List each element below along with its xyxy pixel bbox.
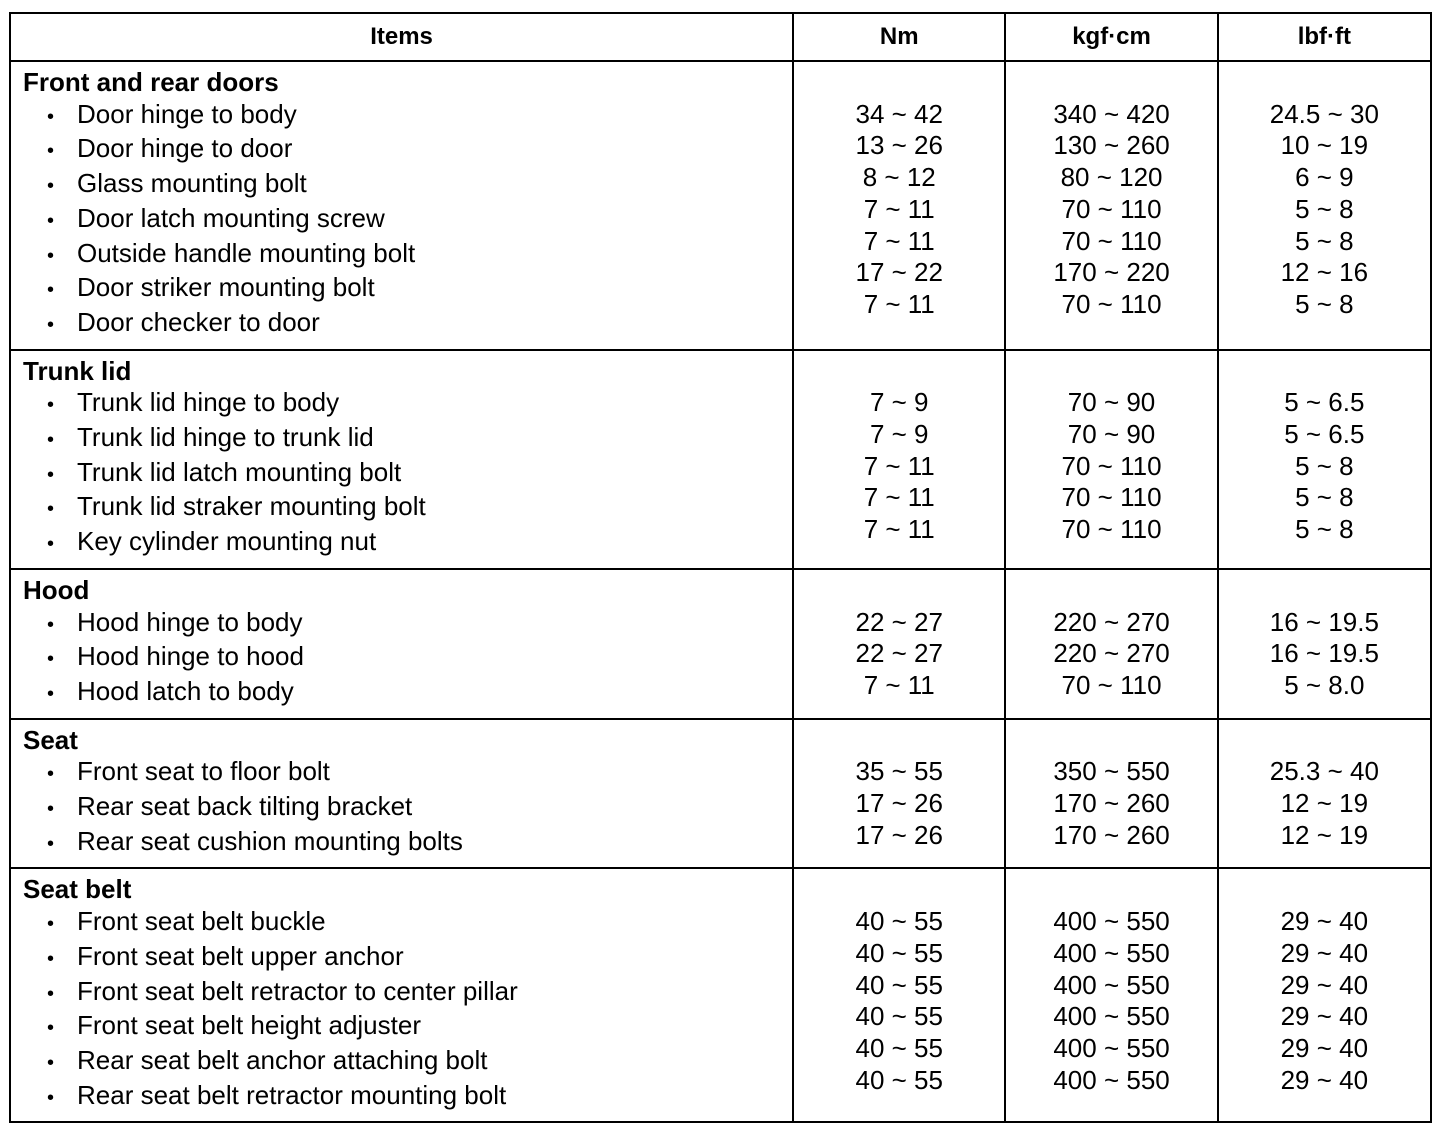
kgf-cm-value: 70 ~ 110 (1061, 193, 1162, 224)
items-cell (10, 719, 793, 869)
spacer (1006, 67, 1216, 99)
item-label: Front seat belt retractor to center pillar (77, 975, 518, 1006)
kgf-cm-value: 70 ~ 90 (1067, 419, 1156, 450)
lbf-ft-value: 29 ~ 40 (1280, 1032, 1369, 1063)
lbf-ft-value: 24.5 ~ 30 (1269, 98, 1379, 129)
spacer (794, 725, 1004, 757)
nm-value: 13 ~ 26 (855, 130, 943, 161)
lbf-ft-value: 5 ~ 8.0 (1284, 669, 1365, 700)
item-label: Glass mounting bolt (77, 168, 307, 199)
bullet-icon: • (47, 1086, 55, 1109)
nm-value: 7 ~ 11 (863, 669, 935, 700)
item-label: Rear seat back tilting bracket (77, 791, 413, 822)
kgf-cm-value: 400 ~ 550 (1053, 1001, 1170, 1032)
kgf-cm-value: 400 ~ 550 (1053, 1064, 1170, 1095)
lbf-ft-value: 12 ~ 19 (1280, 788, 1369, 819)
list-item (11, 791, 792, 826)
nm-value: 7 ~ 11 (863, 225, 935, 256)
lbf-ft-value: 10 ~ 19 (1280, 130, 1369, 161)
lbf-ft-value: 25.3 ~ 40 (1269, 756, 1379, 787)
nm-value: 40 ~ 55 (855, 1032, 943, 1063)
lbf-ft-cell (1218, 61, 1431, 350)
lbf-ft-cell (1218, 719, 1431, 869)
item-label: Rear seat belt retractor mounting bolt (77, 1079, 507, 1110)
lbf-ft-cell (1218, 569, 1431, 719)
spacer (1219, 874, 1430, 906)
item-label: Trunk lid hinge to body (77, 387, 340, 418)
nm-value: 7 ~ 9 (869, 387, 929, 418)
item-label: Door hinge to door (77, 133, 293, 164)
nm-cell (793, 868, 1005, 1122)
torque-spec-table (9, 12, 1432, 1123)
spacer (1006, 874, 1216, 906)
items-cell (10, 350, 793, 569)
lbf-ft-value: 12 ~ 19 (1280, 819, 1369, 850)
spacer (794, 356, 1004, 388)
kgf-cm-value: 170 ~ 260 (1053, 788, 1170, 819)
group-title: Seat (23, 724, 78, 755)
list-item (11, 676, 792, 711)
list-item (11, 941, 792, 976)
kgf-cm-value: 400 ~ 550 (1053, 906, 1170, 937)
kgf-cm-value: 170 ~ 220 (1053, 257, 1170, 288)
nm-value: 7 ~ 9 (869, 419, 929, 450)
nm-cell (793, 61, 1005, 350)
spacer (794, 874, 1004, 906)
list-item (11, 133, 792, 168)
kgf-cm-value: 70 ~ 110 (1061, 450, 1162, 481)
nm-value: 7 ~ 11 (863, 482, 935, 513)
nm-value: 22 ~ 27 (855, 606, 943, 637)
list-item (11, 203, 792, 238)
nm-cell (793, 719, 1005, 869)
bullet-icon: • (47, 244, 55, 267)
lbf-ft-value: 5 ~ 8 (1295, 450, 1354, 481)
kgf-cm-value: 80 ~ 120 (1060, 162, 1163, 193)
item-label: Key cylinder mounting nut (77, 526, 377, 557)
group-title: Seat belt (23, 874, 132, 905)
item-label: Front seat belt buckle (77, 906, 326, 937)
list-item (11, 641, 792, 676)
bullet-icon: • (47, 533, 55, 556)
nm-value: 34 ~ 42 (855, 98, 943, 129)
nm-value: 40 ~ 55 (855, 1064, 943, 1095)
nm-value: 40 ~ 55 (855, 1001, 943, 1032)
list-item (11, 826, 792, 861)
nm-value: 8 ~ 12 (862, 162, 936, 193)
kgf-cm-value: 70 ~ 110 (1061, 482, 1162, 513)
item-label: Rear seat belt anchor attaching bolt (77, 1044, 488, 1075)
item-label: Trunk lid hinge to trunk lid (77, 422, 374, 453)
bullet-icon: • (47, 140, 55, 163)
kgf-cm-value: 400 ~ 550 (1053, 1032, 1170, 1063)
lbf-ft-value: 5 ~ 6.5 (1284, 387, 1365, 418)
bullet-icon: • (47, 682, 55, 705)
bullet-icon: • (47, 105, 55, 128)
list-item (11, 422, 792, 457)
item-label: Trunk lid straker mounting bolt (77, 491, 426, 522)
kgf-cm-value: 220 ~ 270 (1053, 606, 1170, 637)
items-cell (10, 868, 793, 1122)
kgf-cm-value: 340 ~ 420 (1053, 98, 1170, 129)
bullet-icon: • (47, 763, 55, 786)
bullet-icon: • (47, 498, 55, 521)
group-title: Front and rear doors (23, 67, 279, 97)
lbf-ft-value: 5 ~ 8 (1295, 288, 1354, 319)
nm-value: 7 ~ 11 (863, 450, 935, 481)
group-row (10, 868, 1431, 1122)
kgf-cm-value: 170 ~ 260 (1053, 819, 1170, 850)
bullet-icon: • (47, 175, 55, 198)
bullet-icon: • (47, 209, 55, 232)
lbf-ft-value: 5 ~ 8 (1295, 193, 1354, 224)
nm-value: 17 ~ 26 (855, 788, 943, 819)
group-title: Trunk lid (23, 355, 132, 386)
item-label: Front seat to floor bolt (77, 756, 330, 787)
kgf-cm-value: 400 ~ 550 (1053, 937, 1170, 968)
kgf-cm-value: 70 ~ 110 (1061, 288, 1162, 319)
list-item (11, 272, 792, 307)
list-item (11, 1080, 792, 1115)
bullet-icon: • (47, 613, 55, 636)
list-item (11, 491, 792, 526)
item-label: Front seat belt height adjuster (77, 1010, 421, 1041)
list-item (11, 906, 792, 941)
kgf-cm-cell (1005, 350, 1217, 569)
nm-value: 22 ~ 27 (855, 638, 943, 669)
kgf-cm-value: 350 ~ 550 (1053, 756, 1170, 787)
list-item (11, 976, 792, 1011)
group-row (10, 350, 1431, 569)
bullet-icon: • (47, 1051, 55, 1074)
item-label: Hood hinge to body (77, 606, 303, 637)
kgf-cm-value: 130 ~ 260 (1053, 130, 1170, 161)
kgf-cm-cell (1005, 569, 1217, 719)
bullet-icon: • (47, 913, 55, 936)
nm-value: 40 ~ 55 (855, 937, 943, 968)
nm-value: 7 ~ 11 (863, 288, 935, 319)
bullet-icon: • (47, 463, 55, 486)
lbf-ft-value: 29 ~ 40 (1280, 906, 1369, 937)
kgf-cm-value: 70 ~ 110 (1061, 225, 1162, 256)
header-kgf-cm: kgf·cm (1005, 13, 1217, 61)
lbf-ft-cell (1218, 350, 1431, 569)
lbf-ft-value: 29 ~ 40 (1280, 1064, 1369, 1095)
lbf-ft-value: 12 ~ 16 (1280, 257, 1369, 288)
spacer (794, 67, 1004, 99)
lbf-ft-value: 16 ~ 19.5 (1269, 606, 1379, 637)
bullet-icon: • (47, 982, 55, 1005)
bullet-icon: • (47, 429, 55, 452)
bullet-icon: • (47, 1017, 55, 1040)
lbf-ft-value: 5 ~ 8 (1295, 482, 1354, 513)
list-item (11, 607, 792, 642)
kgf-cm-value: 400 ~ 550 (1053, 969, 1170, 1000)
spacer (794, 575, 1004, 607)
header-lbf-ft: lbf·ft (1218, 13, 1431, 61)
list-item (11, 526, 792, 561)
item-label: Rear seat cushion mounting bolts (77, 825, 463, 856)
lbf-ft-value: 5 ~ 8 (1295, 225, 1354, 256)
list-item (11, 168, 792, 203)
spacer (1219, 725, 1430, 757)
kgf-cm-cell (1005, 61, 1217, 350)
list-item (11, 238, 792, 273)
list-item (11, 1010, 792, 1045)
bullet-icon: • (47, 947, 55, 970)
header-items: Items (10, 13, 793, 61)
list-item (11, 1045, 792, 1080)
list-item (11, 457, 792, 492)
item-label: Door checker to door (77, 306, 320, 337)
item-label: Door hinge to body (77, 98, 297, 129)
kgf-cm-value: 70 ~ 90 (1067, 387, 1156, 418)
spacer (1006, 356, 1216, 388)
lbf-ft-value: 5 ~ 8 (1295, 514, 1354, 545)
lbf-ft-value: 29 ~ 40 (1280, 937, 1369, 968)
bullet-icon: • (47, 279, 55, 302)
bullet-icon: • (47, 832, 55, 855)
item-label: Hood hinge to hood (77, 641, 304, 672)
lbf-ft-value: 16 ~ 19.5 (1269, 638, 1379, 669)
lbf-ft-value: 29 ~ 40 (1280, 969, 1369, 1000)
group-row (10, 719, 1431, 869)
group-row (10, 569, 1431, 719)
kgf-cm-value: 220 ~ 270 (1053, 638, 1170, 669)
list-item (11, 756, 792, 791)
nm-value: 17 ~ 26 (855, 819, 943, 850)
item-label: Hood latch to body (77, 675, 294, 706)
nm-value: 7 ~ 11 (863, 514, 935, 545)
bullet-icon: • (47, 648, 55, 671)
kgf-cm-cell (1005, 719, 1217, 869)
item-label: Trunk lid latch mounting bolt (77, 456, 402, 487)
spacer (1006, 575, 1216, 607)
list-item (11, 307, 792, 342)
kgf-cm-cell (1005, 868, 1217, 1122)
spacer (1219, 67, 1430, 99)
nm-value: 35 ~ 55 (855, 756, 943, 787)
spacer (1219, 575, 1430, 607)
kgf-cm-value: 70 ~ 110 (1061, 669, 1162, 700)
spacer (1006, 725, 1216, 757)
kgf-cm-value: 70 ~ 110 (1061, 514, 1162, 545)
nm-value: 7 ~ 11 (863, 193, 935, 224)
item-label: Outside handle mounting bolt (77, 237, 416, 268)
items-cell (10, 61, 793, 350)
header-nm: Nm (793, 13, 1005, 61)
bullet-icon: • (47, 394, 55, 417)
lbf-ft-cell (1218, 868, 1431, 1122)
lbf-ft-value: 6 ~ 9 (1295, 162, 1354, 193)
list-item (11, 99, 792, 134)
nm-cell (793, 569, 1005, 719)
group-row (10, 61, 1431, 350)
lbf-ft-value: 29 ~ 40 (1280, 1001, 1369, 1032)
table-body (10, 61, 1431, 1122)
bullet-icon: • (47, 798, 55, 821)
lbf-ft-value: 5 ~ 6.5 (1284, 419, 1365, 450)
item-label: Front seat belt upper anchor (77, 940, 404, 971)
spacer (1219, 356, 1430, 388)
bullet-icon: • (47, 313, 55, 336)
list-item (11, 387, 792, 422)
nm-value: 40 ~ 55 (855, 969, 943, 1000)
header-row (10, 13, 1431, 61)
nm-cell (793, 350, 1005, 569)
group-title: Hood (23, 574, 90, 605)
item-label: Door latch mounting screw (77, 202, 385, 233)
nm-value: 40 ~ 55 (855, 906, 943, 937)
nm-value: 17 ~ 22 (855, 257, 943, 288)
item-label: Door striker mounting bolt (77, 272, 375, 303)
items-cell (10, 569, 793, 719)
